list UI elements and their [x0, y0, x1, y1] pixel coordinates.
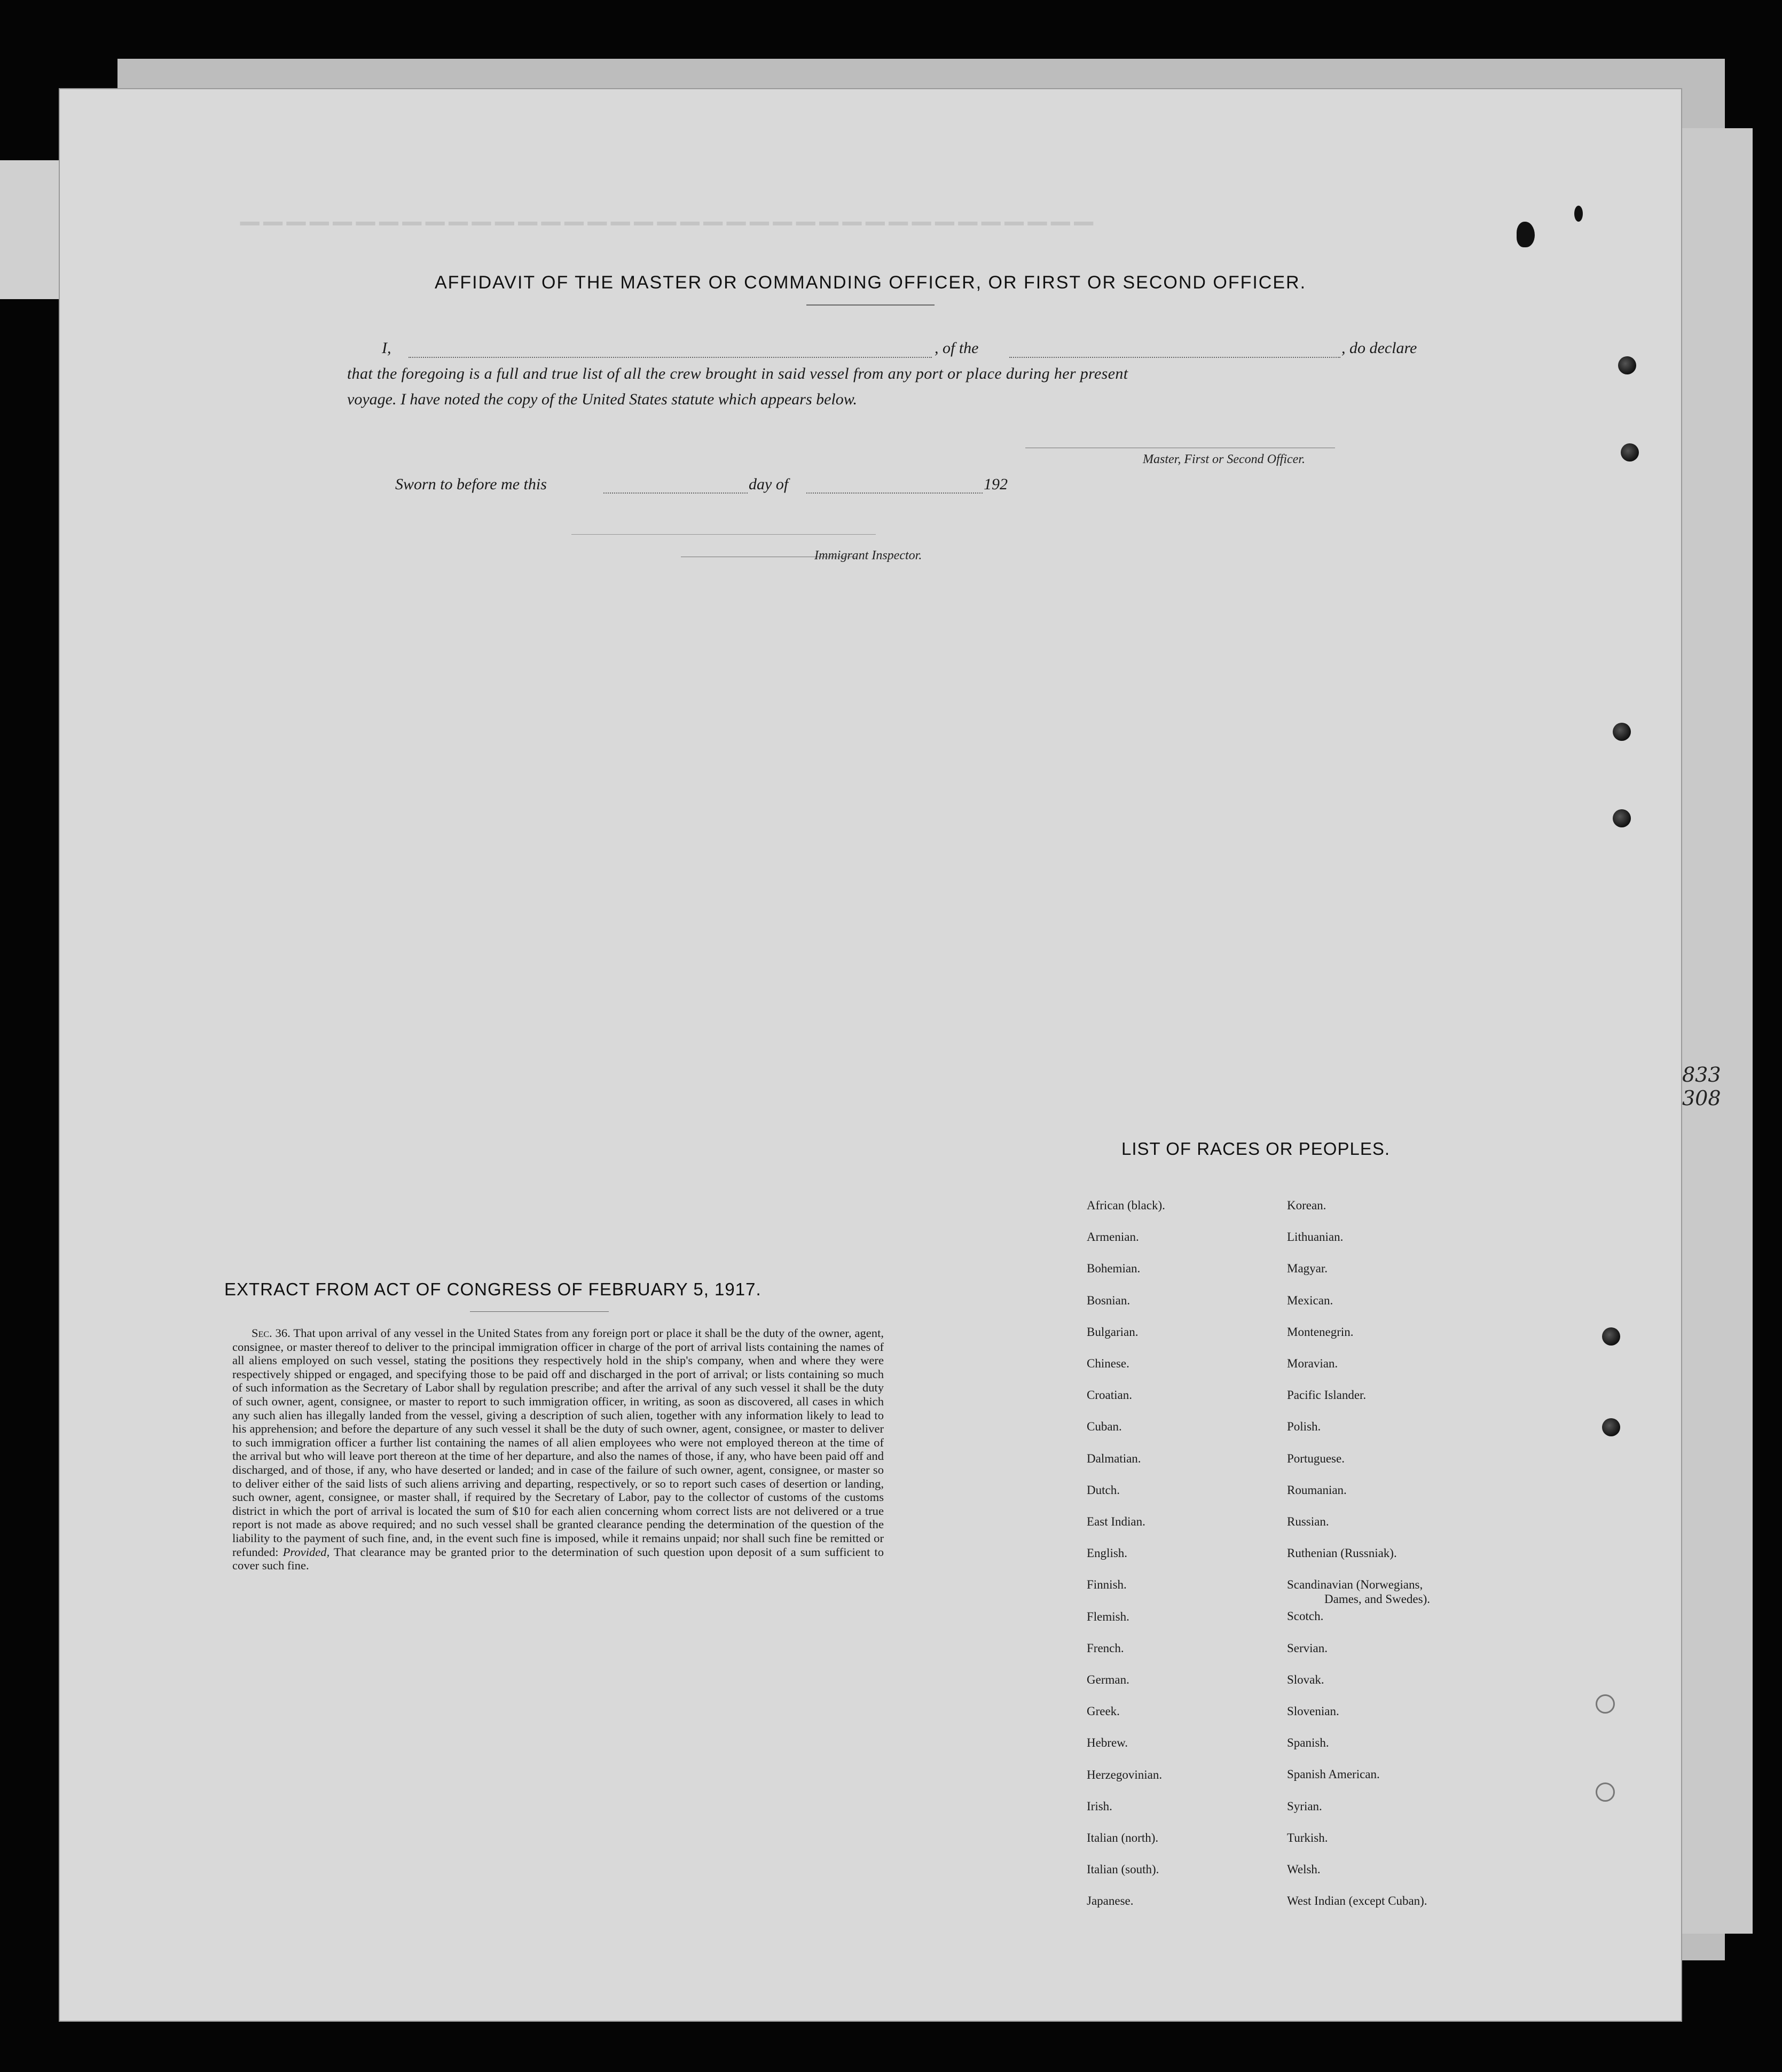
- extract-rule: [470, 1311, 609, 1312]
- race-item: Herzegovinian.: [1087, 1768, 1163, 1781]
- underlying-sheet-left: [0, 160, 64, 299]
- ink-blot: [1574, 206, 1583, 222]
- race-item: Armenian.: [1087, 1230, 1139, 1244]
- punch-hole: [1602, 1327, 1620, 1346]
- race-item: Spanish American.: [1287, 1768, 1380, 1781]
- section-label: Sec. 36.: [252, 1326, 291, 1340]
- affidavit-i: I,: [382, 339, 391, 357]
- race-item: Magyar.: [1287, 1262, 1328, 1276]
- race-item: West Indian (except Cuban).: [1287, 1894, 1427, 1908]
- race-item: Bulgarian.: [1087, 1325, 1139, 1339]
- race-item: Moravian.: [1287, 1357, 1338, 1370]
- race-item: Scandinavian (Norwegians,: [1287, 1578, 1423, 1592]
- race-item: Dames, and Swedes).: [1324, 1592, 1431, 1606]
- inspector-label: Immigrant Inspector.: [814, 549, 922, 562]
- day-blank[interactable]: [603, 492, 748, 494]
- extract-text-b: That clearance may be granted prior to the determination of such question upon deposit of a sum sufficient to cover such fine.: [232, 1545, 884, 1573]
- race-item: English.: [1087, 1546, 1128, 1560]
- race-item: Spanish.: [1287, 1736, 1329, 1750]
- race-item: Cuban.: [1087, 1420, 1122, 1434]
- race-item: Croatian.: [1087, 1388, 1132, 1402]
- punch-hole: [1618, 356, 1636, 374]
- race-item: Japanese.: [1087, 1894, 1134, 1908]
- affidavit-of-the: , of the: [935, 339, 979, 357]
- affidavit-line3: voyage. I have noted the copy of the United States statute which appears below.: [347, 390, 858, 408]
- race-item: Bosnian.: [1087, 1293, 1131, 1307]
- extract-text-a: That upon arrival of any vessel in the United States from any foreign port or place it shall be the duty of the owner, agent, consignee, or master thereof to deliver to the principal immigration officer in charge of the port of arrival lists containing the names of all aliens employed on such vessel, stating the positions they respectively hold in the ship's company, when and where they were respectively shipped or engaged, and specifying those to be paid off and discharged in the port of arrival; or lists containing so much of such information as the Secretary of Labor shall by regulation prescribe; and after the arrival of any such vessel it shall be the duty of such owner, agent, consignee, or master to report to such immigration officer, in writing, as soon as discovered, all cases in which any such alien has illegally landed from the vessel, giving a description of such alien, together with any information likely to lead to his apprehension; and before the departure of any such vessel it shall be the duty of such owner, agent, consignee, or master to deliver to such immigration officer a further list containing the names of all alien employees who were not employed thereon at the time of the arrival but who will leave port thereon at the time of her departure, and also the names of those, if any, who have been paid off and discharged, and of those, if any, who have deserted or landed; and in case of the failure of such owner, agent, consignee, or master so to deliver either of the said lists of such aliens arriving and departing, respectively, or so to report such cases of desertion or landing, such owner, agent, consignee, or master shall, if required by the Secretary of Labor, pay to the collector of customs of the customs district in which the port of arrival is located the sum of $10 for each alien concerning whom correct lists are not delivered or a true report is not made as above required; and no such vessel shall be granted clearance pending the determination of the question of the liability to the payment of such fine, and, in the event such fine is imposed, while it remains unpaid; nor shall such fine be remitted or refunded:: [232, 1326, 884, 1559]
- punch-hole: [1613, 723, 1631, 741]
- race-item: Dalmatian.: [1087, 1451, 1141, 1465]
- extract-provided: Provided,: [282, 1545, 330, 1559]
- race-item: Lithuanian.: [1287, 1230, 1344, 1244]
- year-prefix: 192: [984, 475, 1008, 493]
- race-item: Ruthenian (Russniak).: [1287, 1546, 1397, 1560]
- race-item: Scotch.: [1287, 1609, 1324, 1623]
- race-item: Hebrew.: [1087, 1736, 1128, 1750]
- race-item: East Indian.: [1087, 1515, 1145, 1528]
- affidavit-title: AFFIDAVIT OF THE MASTER OR COMMANDING OFFICER, OR FIRST OR SECOND OFFICER.: [434, 272, 1307, 293]
- race-item: Dutch.: [1087, 1483, 1120, 1497]
- extract-body: [232, 1326, 884, 1573]
- master-label: Master, First or Second Officer.: [1143, 452, 1305, 466]
- race-item: Roumanian.: [1287, 1483, 1347, 1497]
- manifest-back-page: [59, 88, 1682, 2022]
- sworn-text: Sworn to before me this: [395, 475, 547, 493]
- race-item: Bohemian.: [1087, 1262, 1141, 1276]
- punch-hole: [1602, 1418, 1620, 1436]
- margin-note-b: 308: [1682, 1086, 1721, 1110]
- affidavit-declare: , do declare: [1341, 339, 1417, 357]
- race-item: Chinese.: [1087, 1357, 1129, 1370]
- punch-hole-outline: [1596, 1782, 1615, 1802]
- race-item: Korean.: [1287, 1199, 1326, 1212]
- race-item: Irish.: [1087, 1799, 1112, 1813]
- bleed-through-header: ▔▔▔▔▔▔▔▔▔▔▔▔▔▔▔▔▔▔▔▔▔▔▔▔▔▔▔▔▔▔▔▔▔▔▔▔▔: [240, 222, 1097, 250]
- race-item: Greek.: [1087, 1704, 1120, 1718]
- race-item: Pacific Islander.: [1287, 1388, 1367, 1402]
- month-blank[interactable]: [806, 492, 983, 494]
- punch-hole: [1613, 809, 1631, 827]
- race-item: Portuguese.: [1287, 1451, 1345, 1465]
- punch-hole: [1621, 443, 1639, 462]
- margin-note-a: 833: [1682, 1063, 1721, 1086]
- race-item: Italian (north).: [1087, 1831, 1159, 1844]
- race-item: Mexican.: [1287, 1293, 1333, 1307]
- vessel-blank[interactable]: [1009, 357, 1340, 358]
- race-item: Finnish.: [1087, 1578, 1127, 1592]
- inspector-signature-line-top: [571, 534, 876, 535]
- race-item: Russian.: [1287, 1515, 1329, 1528]
- margin-handwriting: [1682, 1063, 1721, 1110]
- ink-blot: [1517, 222, 1535, 247]
- race-item: Slovenian.: [1287, 1704, 1339, 1718]
- race-item: Welsh.: [1287, 1863, 1321, 1876]
- race-item: French.: [1087, 1641, 1124, 1655]
- race-item: Flemish.: [1087, 1609, 1129, 1623]
- race-item: Turkish.: [1287, 1831, 1328, 1844]
- race-item: African (black).: [1087, 1199, 1165, 1212]
- race-item: Servian.: [1287, 1641, 1328, 1655]
- race-item: Slovak.: [1287, 1672, 1324, 1686]
- race-item: Italian (south).: [1087, 1863, 1159, 1876]
- day-of-text: day of: [749, 475, 789, 493]
- race-item: Polish.: [1287, 1420, 1321, 1434]
- race-item: German.: [1087, 1673, 1129, 1686]
- affidavit-line2: that the foregoing is a full and true list of all the crew brought in said vessel from any port or place during her present: [347, 365, 1128, 382]
- race-item: Montenegrin.: [1287, 1325, 1354, 1339]
- title-rule: [806, 304, 935, 306]
- punch-hole-outline: [1596, 1694, 1615, 1714]
- races-title: LIST OF RACES OR PEOPLES.: [1121, 1139, 1391, 1159]
- extract-title: EXTRACT FROM ACT OF CONGRESS OF FEBRUARY 5, 1917.: [224, 1279, 762, 1299]
- race-item: Syrian.: [1287, 1799, 1322, 1813]
- name-blank[interactable]: [409, 357, 932, 358]
